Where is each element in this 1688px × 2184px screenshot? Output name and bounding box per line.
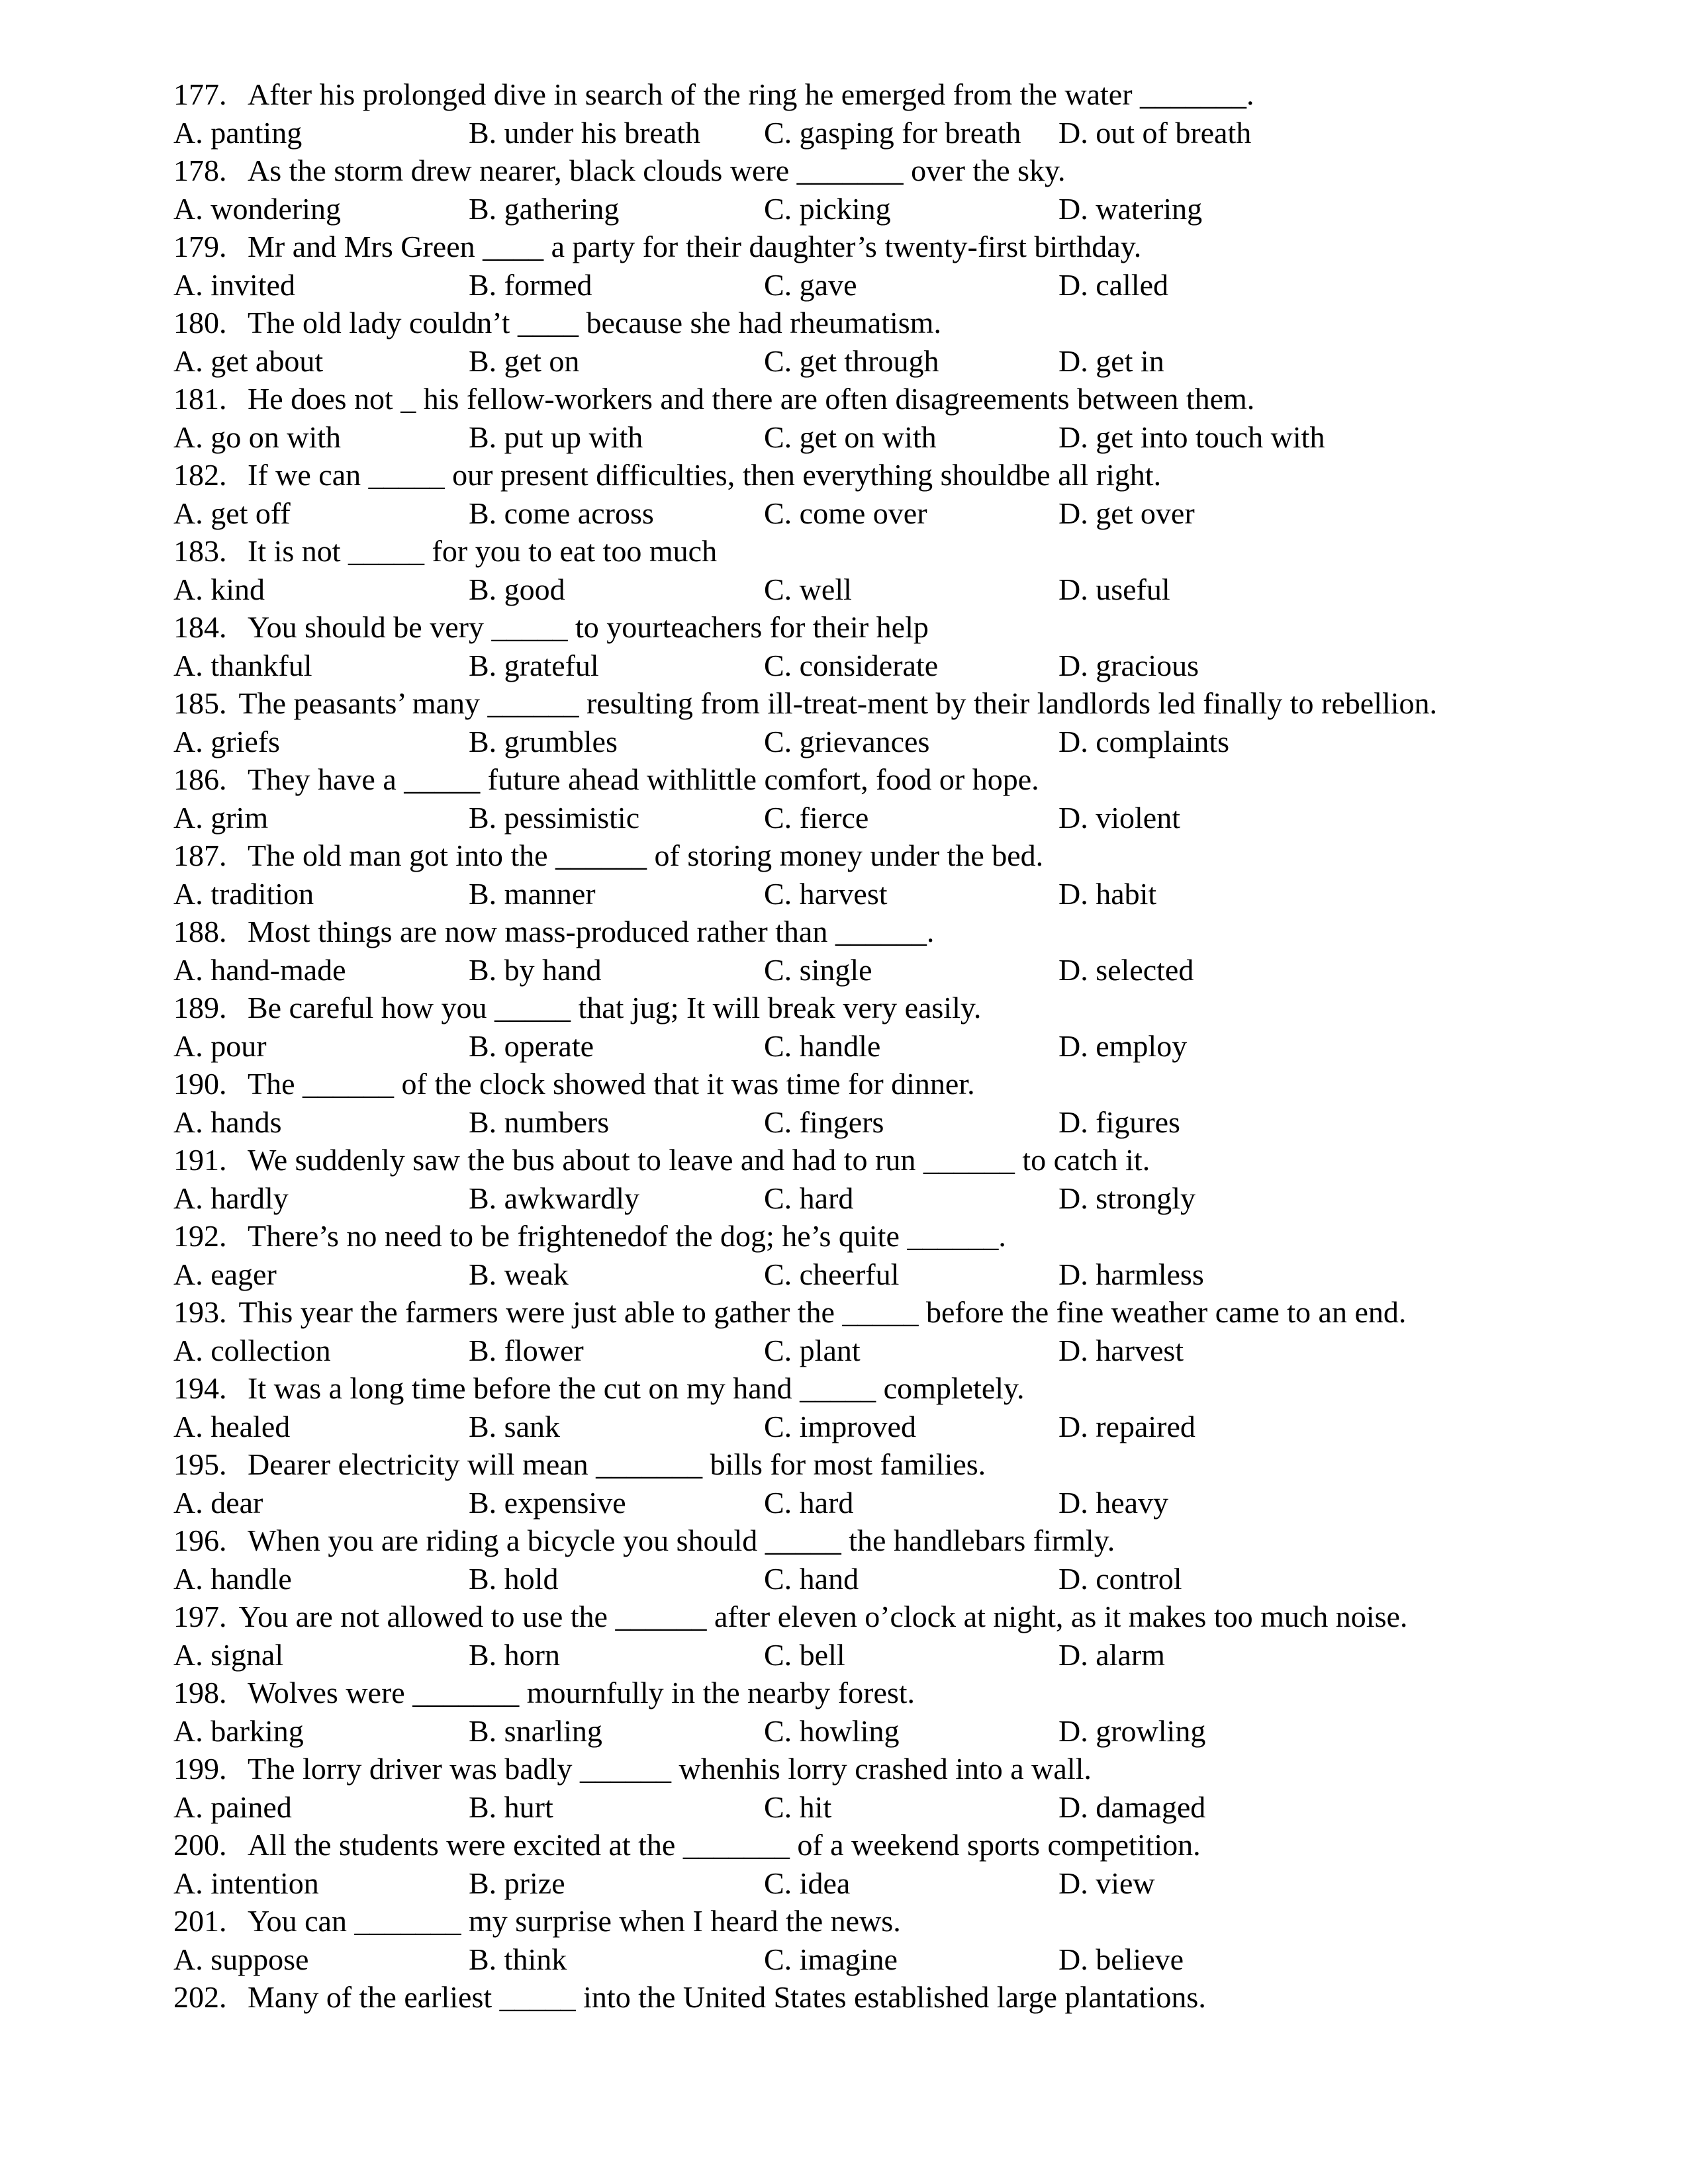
- question-text: There’s no need to be frightenedof the dog; he’s quite ______.: [248, 1219, 1006, 1253]
- question-text: If we can _____ our present difficulties, then everything shouldbe all right.: [248, 458, 1162, 492]
- option-c: C. cheerful: [764, 1257, 900, 1291]
- option-b: B. formed: [469, 267, 592, 302]
- question-text: The old man got into the ______ of storing money under the bed.: [248, 839, 1044, 872]
- question-text: This year the farmers were just able to gather the _____ before the fine weather came to an end.: [238, 1295, 1407, 1329]
- answer-options: [173, 1864, 1464, 1903]
- option-a: A. pained: [173, 1790, 292, 1824]
- question-item: [173, 1217, 1464, 1293]
- option-b: B. awkwardly: [469, 1181, 640, 1215]
- option-a: A. tradition: [173, 876, 314, 911]
- option-d: D. growling: [1058, 1713, 1206, 1748]
- option-c: C. get on with: [764, 420, 937, 454]
- answer-options: [173, 1636, 1464, 1674]
- question-item: [173, 989, 1464, 1065]
- question-item: [173, 1522, 1464, 1598]
- option-d: D. heavy: [1058, 1485, 1169, 1520]
- question-stem: [173, 1978, 1464, 2017]
- answer-options: [173, 799, 1464, 837]
- option-d: D. get in: [1058, 343, 1164, 378]
- option-a: A. hand-made: [173, 952, 346, 987]
- option-a: A. thankful: [173, 648, 312, 682]
- option-a: A. collection: [173, 1333, 331, 1367]
- question-number: 193.: [173, 1295, 227, 1329]
- question-stem: [173, 228, 1464, 266]
- question-number: 192.: [173, 1219, 227, 1253]
- option-c: C. get through: [764, 343, 939, 378]
- question-stem: [173, 989, 1464, 1027]
- option-a: A. hardly: [173, 1181, 289, 1215]
- answer-options: [173, 1788, 1464, 1827]
- option-d: D. view: [1058, 1866, 1155, 1900]
- question-stem: [173, 1674, 1464, 1712]
- question-number: 183.: [173, 534, 227, 568]
- question-number: 188.: [173, 915, 227, 948]
- option-b: B. grumbles: [469, 724, 618, 758]
- option-c: C. fierce: [764, 800, 869, 835]
- question-number: 182.: [173, 458, 227, 492]
- question-text: You should be very _____ to yourteachers for their help: [248, 610, 929, 644]
- question-stem: [173, 1522, 1464, 1560]
- answer-options: [173, 1255, 1464, 1294]
- question-text: We suddenly saw the bus about to leave and had to run ______ to catch it.: [248, 1143, 1150, 1177]
- question-item: [173, 1902, 1464, 1978]
- option-c: C. picking: [764, 191, 891, 226]
- answer-options: [173, 1027, 1464, 1066]
- question-stem: [173, 1598, 1464, 1636]
- option-d: D. harvest: [1058, 1333, 1184, 1367]
- question-stem: [173, 608, 1464, 647]
- question-number: 180.: [173, 306, 227, 340]
- question-text: Many of the earliest _____ into the United States established large plantations.: [248, 1980, 1206, 2014]
- question-item: [173, 1674, 1464, 1750]
- question-text: The peasants’ many ______ resulting from ill-treat-ment by their landlords led finally to rebellion.: [238, 686, 1438, 720]
- question-stem: [173, 456, 1464, 494]
- option-c: C. bell: [764, 1637, 845, 1672]
- option-c: C. fingers: [764, 1105, 884, 1139]
- option-b: B. flower: [469, 1333, 584, 1367]
- question-number: 194.: [173, 1371, 227, 1405]
- answer-options: [173, 342, 1464, 381]
- option-b: B. get on: [469, 343, 580, 378]
- question-item: [173, 75, 1464, 152]
- question-number: 190.: [173, 1067, 227, 1101]
- option-c: C. harvest: [764, 876, 888, 911]
- option-a: A. suppose: [173, 1942, 309, 1976]
- question-item: [173, 1750, 1464, 1826]
- question-stem: [173, 1750, 1464, 1788]
- option-b: B. by hand: [469, 952, 602, 987]
- question-item: [173, 152, 1464, 228]
- answer-options: [173, 723, 1464, 761]
- option-b: B. hold: [469, 1561, 559, 1596]
- option-d: D. gracious: [1058, 648, 1199, 682]
- option-a: A. intention: [173, 1866, 319, 1900]
- option-b: B. under his breath: [469, 115, 701, 150]
- question-number: 198.: [173, 1676, 227, 1709]
- answer-options: [173, 1408, 1464, 1446]
- option-b: B. think: [469, 1942, 567, 1976]
- question-number: 200.: [173, 1828, 227, 1862]
- answer-options: [173, 1560, 1464, 1598]
- option-c: C. idea: [764, 1866, 851, 1900]
- option-a: A. go on with: [173, 420, 341, 454]
- question-number: 197.: [173, 1600, 227, 1633]
- question-item: [173, 532, 1464, 608]
- question-text: Most things are now mass-produced rather than ______.: [248, 915, 935, 948]
- question-stem: [173, 152, 1464, 190]
- option-a: A. handle: [173, 1561, 292, 1596]
- option-b: B. hurt: [469, 1790, 553, 1824]
- question-number: 179.: [173, 230, 227, 263]
- option-c: C. hand: [764, 1561, 859, 1596]
- question-stem: [173, 760, 1464, 799]
- option-d: D. believe: [1058, 1942, 1184, 1976]
- option-c: C. howling: [764, 1713, 900, 1748]
- question-text: Wolves were _______ mournfully in the nearby forest.: [248, 1676, 915, 1709]
- question-item: [173, 304, 1464, 380]
- answer-options: [173, 647, 1464, 685]
- answer-options: [173, 114, 1464, 152]
- option-b: B. gathering: [469, 191, 620, 226]
- answer-options: [173, 1179, 1464, 1218]
- question-item: [173, 380, 1464, 456]
- question-item: [173, 684, 1464, 760]
- option-c: C. considerate: [764, 648, 939, 682]
- question-number: 199.: [173, 1752, 227, 1786]
- option-a: A. griefs: [173, 724, 280, 758]
- answer-options: [173, 570, 1464, 609]
- question-number: 201.: [173, 1904, 227, 1938]
- option-c: C. gave: [764, 267, 857, 302]
- option-c: C. single: [764, 952, 872, 987]
- question-stem: [173, 75, 1464, 114]
- question-item: [173, 608, 1464, 684]
- question-number: 184.: [173, 610, 227, 644]
- option-a: A. hands: [173, 1105, 282, 1139]
- question-number: 187.: [173, 839, 227, 872]
- option-d: D. watering: [1058, 191, 1203, 226]
- option-a: A. wondering: [173, 191, 341, 226]
- question-stem: [173, 1065, 1464, 1103]
- answer-options: [173, 951, 1464, 989]
- option-b: B. numbers: [469, 1105, 610, 1139]
- option-a: A. signal: [173, 1637, 284, 1672]
- answer-options: [173, 1332, 1464, 1370]
- option-b: B. manner: [469, 876, 596, 911]
- question-number: 202.: [173, 1980, 227, 2014]
- option-d: D. violent: [1058, 800, 1180, 835]
- answer-options: [173, 494, 1464, 533]
- option-d: D. employ: [1058, 1028, 1188, 1063]
- question-item: [173, 1445, 1464, 1522]
- option-b: B. put up with: [469, 420, 643, 454]
- option-d: D. harmless: [1058, 1257, 1204, 1291]
- question-item: [173, 760, 1464, 837]
- option-c: C. improved: [764, 1409, 916, 1443]
- question-number: 195.: [173, 1447, 227, 1481]
- option-b: B. weak: [469, 1257, 569, 1291]
- option-d: D. strongly: [1058, 1181, 1196, 1215]
- option-d: D. selected: [1058, 952, 1194, 987]
- question-stem: [173, 532, 1464, 570]
- option-b: B. grateful: [469, 648, 599, 682]
- question-item: [173, 913, 1464, 989]
- question-item: [173, 1293, 1464, 1369]
- option-b: B. sank: [469, 1409, 560, 1443]
- question-stem: [173, 1141, 1464, 1179]
- question-stem: [173, 1445, 1464, 1484]
- option-b: B. operate: [469, 1028, 594, 1063]
- option-a: A. get off: [173, 496, 291, 530]
- option-b: B. expensive: [469, 1485, 626, 1520]
- question-item: [173, 1369, 1464, 1445]
- option-d: D. alarm: [1058, 1637, 1165, 1672]
- question-number: 181.: [173, 382, 227, 416]
- option-d: D. out of breath: [1058, 115, 1252, 150]
- option-d: D. useful: [1058, 572, 1170, 606]
- option-a: A. kind: [173, 572, 265, 606]
- answer-options: [173, 190, 1464, 228]
- answer-options: [173, 1712, 1464, 1751]
- option-d: D. complaints: [1058, 724, 1230, 758]
- question-text: Dearer electricity will mean _______ bills for most families.: [248, 1447, 986, 1481]
- option-d: D. get over: [1058, 496, 1195, 530]
- question-text: The lorry driver was badly ______ whenhis lorry crashed into a wall.: [248, 1752, 1092, 1786]
- option-c: C. grievances: [764, 724, 930, 758]
- option-a: A. panting: [173, 115, 303, 150]
- option-d: D. damaged: [1058, 1790, 1206, 1824]
- question-stem: [173, 837, 1464, 875]
- option-c: C. hit: [764, 1790, 832, 1824]
- question-item: [173, 456, 1464, 532]
- option-a: A. eager: [173, 1257, 277, 1291]
- option-a: A. pour: [173, 1028, 267, 1063]
- question-stem: [173, 1826, 1464, 1864]
- question-item: [173, 1978, 1464, 2017]
- question-number: 196.: [173, 1524, 227, 1557]
- question-stem: [173, 913, 1464, 951]
- question-text: He does not _ his fellow-workers and there are often disagreements between them.: [248, 382, 1255, 416]
- question-text: Be careful how you _____ that jug; It will break very easily.: [248, 991, 982, 1024]
- answer-options: [173, 1940, 1464, 1979]
- option-d: D. control: [1058, 1561, 1182, 1596]
- option-c: C. handle: [764, 1028, 881, 1063]
- question-number: 189.: [173, 991, 227, 1024]
- option-d: D. habit: [1058, 876, 1157, 911]
- option-a: A. grim: [173, 800, 269, 835]
- question-number: 186.: [173, 762, 227, 796]
- question-text: After his prolonged dive in search of the ring he emerged from the water _______.: [248, 77, 1254, 111]
- question-text: The old lady couldn’t ____ because she had rheumatism.: [248, 306, 941, 340]
- question-text: You can _______ my surprise when I heard the news.: [248, 1904, 901, 1938]
- question-text: It is not _____ for you to eat too much: [248, 534, 718, 568]
- question-stem: [173, 1217, 1464, 1255]
- question-text: All the students were excited at the _______ of a weekend sports competition.: [248, 1828, 1201, 1862]
- option-b: B. snarling: [469, 1713, 602, 1748]
- question-list: [173, 75, 1464, 2017]
- option-c: C. hard: [764, 1181, 854, 1215]
- option-c: C. hard: [764, 1485, 854, 1520]
- option-b: B. prize: [469, 1866, 565, 1900]
- question-stem: [173, 1902, 1464, 1940]
- question-number: 178.: [173, 154, 227, 187]
- question-text: Mr and Mrs Green ____ a party for their daughter’s twenty-first birthday.: [248, 230, 1142, 263]
- answer-options: [173, 418, 1464, 457]
- question-number: 177.: [173, 77, 227, 111]
- question-item: [173, 228, 1464, 304]
- question-number: 185.: [173, 686, 227, 720]
- option-a: A. invited: [173, 267, 295, 302]
- question-text: It was a long time before the cut on my hand _____ completely.: [248, 1371, 1025, 1405]
- option-c: C. come over: [764, 496, 927, 530]
- question-item: [173, 837, 1464, 913]
- question-number: 191.: [173, 1143, 227, 1177]
- option-d: D. repaired: [1058, 1409, 1196, 1443]
- question-text: You are not allowed to use the ______ after eleven o’clock at night, as it makes too much noise.: [238, 1600, 1408, 1633]
- option-b: B. pessimistic: [469, 800, 640, 835]
- question-text: The ______ of the clock showed that it was time for dinner.: [248, 1067, 975, 1101]
- question-stem: [173, 684, 1464, 723]
- option-b: B. come across: [469, 496, 654, 530]
- question-text: As the storm drew nearer, black clouds were _______ over the sky.: [248, 154, 1066, 187]
- option-a: A. healed: [173, 1409, 291, 1443]
- question-text: When you are riding a bicycle you should _____ the handlebars firmly.: [248, 1524, 1115, 1557]
- answer-options: [173, 875, 1464, 913]
- question-text: They have a _____ future ahead withlittle comfort, food or hope.: [248, 762, 1039, 796]
- option-d: D. get into touch with: [1058, 420, 1325, 454]
- question-item: [173, 1065, 1464, 1141]
- option-b: B. good: [469, 572, 565, 606]
- answer-options: [173, 266, 1464, 304]
- option-b: B. horn: [469, 1637, 560, 1672]
- option-c: C. imagine: [764, 1942, 898, 1976]
- question-item: [173, 1141, 1464, 1217]
- question-stem: [173, 1293, 1464, 1332]
- option-c: C. gasping for breath: [764, 115, 1021, 150]
- question-item: [173, 1598, 1464, 1674]
- option-d: D. figures: [1058, 1105, 1180, 1139]
- question-stem: [173, 1369, 1464, 1408]
- option-d: D. called: [1058, 267, 1169, 302]
- answer-options: [173, 1484, 1464, 1522]
- question-stem: [173, 380, 1464, 418]
- question-stem: [173, 304, 1464, 342]
- option-a: A. barking: [173, 1713, 304, 1748]
- option-c: C. well: [764, 572, 852, 606]
- option-c: C. plant: [764, 1333, 861, 1367]
- answer-options: [173, 1103, 1464, 1142]
- option-a: A. get about: [173, 343, 324, 378]
- option-a: A. dear: [173, 1485, 263, 1520]
- question-item: [173, 1826, 1464, 1902]
